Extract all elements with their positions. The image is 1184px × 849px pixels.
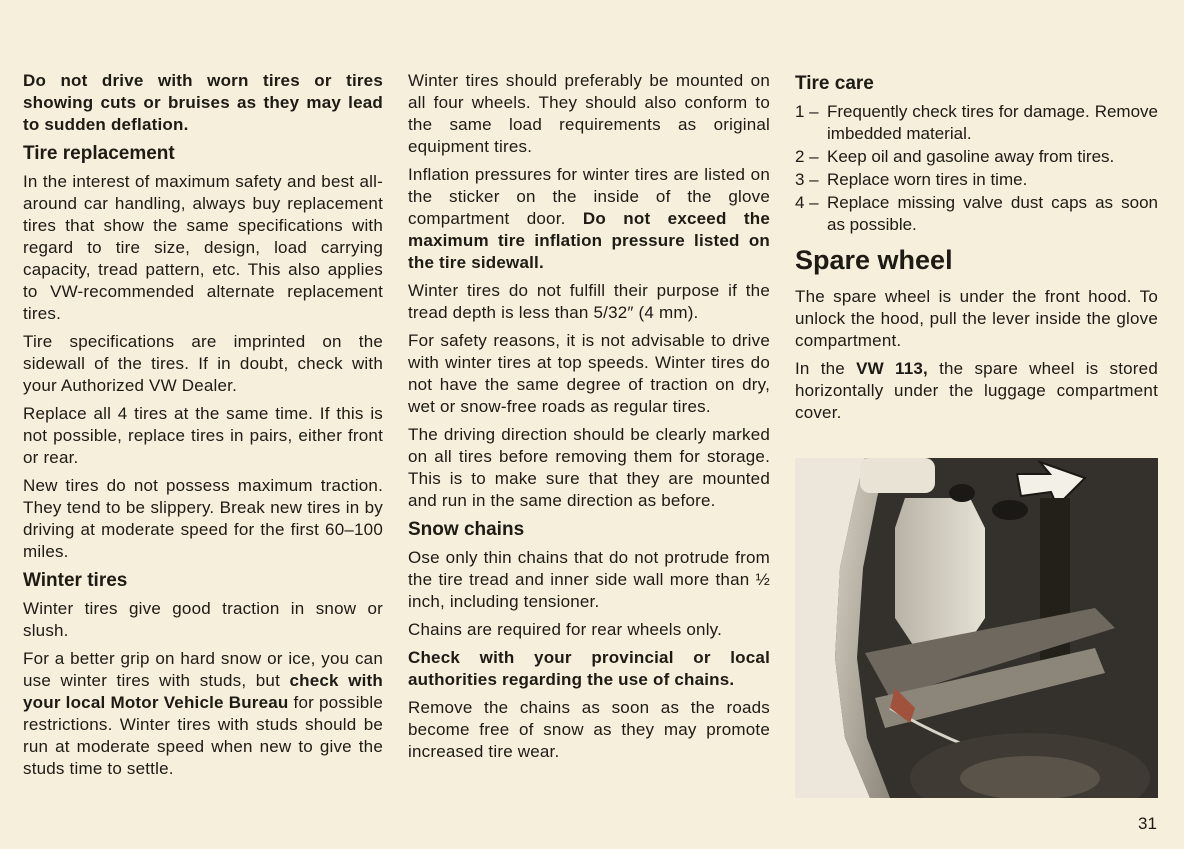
spare-paragraph-2: In the VW 113, the spare wheel is stored horizontally under the luggage compartment cover. (795, 359, 1158, 422)
tire-care-heading: Tire care (795, 73, 874, 94)
column-right (795, 70, 1158, 430)
spare-wheel-heading: Spare wheel (795, 245, 953, 275)
column-middle (408, 70, 770, 769)
list-item: 3 – Replace worn tires in time. (795, 170, 1028, 189)
winter-paragraph-4: Inflation pressures for winter tires are listed on the sticker on the inside of the glove compartment door. Do not exceed the maximum tire inflation pressure listed on the tire sidewall. (408, 165, 770, 272)
page-number: 31 (1138, 814, 1157, 833)
column-left (23, 70, 383, 786)
winter-tires-heading: Winter tires (23, 570, 128, 591)
chains-paragraph-1: Ose only thin chains that do not protrude from the tire tread and inner side wall more than ½ inch, including tensioner. (408, 548, 770, 611)
snow-chains-heading: Snow chains (408, 519, 525, 540)
chains-paragraph-4: Remove the chains as soon as the roads become free of snow as they may promote increased tire wear. (408, 698, 770, 761)
winter-paragraph-3: Winter tires should preferably be mounted on all four wheels. They should also conform to the same load requirements as original equipment tires. (408, 71, 770, 156)
spare-wheel-photo (795, 458, 1158, 798)
list-item: 4 – Replace missing valve dust caps as soon as possible. (795, 193, 1158, 234)
list-item: 1 – Frequently check tires for damage. Remove imbedded material. (795, 102, 1158, 143)
winter-paragraph-5: Winter tires do not fulfill their purpose if the tread depth is less than 5/32″ (4 mm). (408, 281, 770, 322)
tire-care-list (795, 101, 1158, 236)
chains-paragraph-3: Check with your provincial or local authorities regarding the use of chains. (408, 648, 770, 689)
spare-wheel-photo-icon (795, 458, 1158, 798)
replacement-paragraph-4: New tires do not possess maximum traction. They tend to be slippery. Break new tires in by driving at moderate speed for the first 60–100 miles. (23, 476, 383, 561)
replacement-paragraph-1: In the interest of maximum safety and best all-around car handling, always buy replacement tires that show the same specifications with regard to tire size, design, load carrying capacity, tread pattern, etc. This also applies to VW-recommended alternate replacement tires. (23, 172, 383, 323)
replacement-paragraph-2: Tire specifications are imprinted on the sidewall of the tires. If in doubt, check with your Authorized VW Dealer. (23, 332, 383, 395)
list-item: 2 – Keep oil and gasoline away from tires. (795, 147, 1115, 166)
spare-paragraph-1: The spare wheel is under the front hood. To unlock the hood, pull the lever inside the glove compartment. (795, 287, 1158, 350)
winter-paragraph-6: For safety reasons, it is not advisable to drive with winter tires at top speeds. Winter tires do not have the same degree of traction on dry, wet or snow-free roads as regular tires. (408, 331, 770, 416)
winter-paragraph-2: For a better grip on hard snow or ice, you can use winter tires with studs, but check with your local Motor Vehicle Bureau for possible restrictions. Winter tires with studs should be run at moderate speed when new to give the studs time to settle. (23, 649, 384, 778)
warning-text: Do not drive with worn tires or tires showing cuts or bruises as they may lead to sudden deflation. (23, 71, 383, 134)
tire-replacement-heading: Tire replacement (23, 143, 175, 164)
winter-paragraph-1: Winter tires give good traction in snow or slush. (23, 599, 383, 640)
chains-paragraph-2: Chains are required for rear wheels only. (408, 620, 723, 639)
winter-paragraph-7: The driving direction should be clearly marked on all tires before removing them for storage. This is to make sure that they are mounted and run in the same direction as before. (408, 425, 770, 510)
replacement-paragraph-3: Replace all 4 tires at the same time. If this is not possible, replace tires in pairs, either front or rear. (23, 404, 383, 467)
